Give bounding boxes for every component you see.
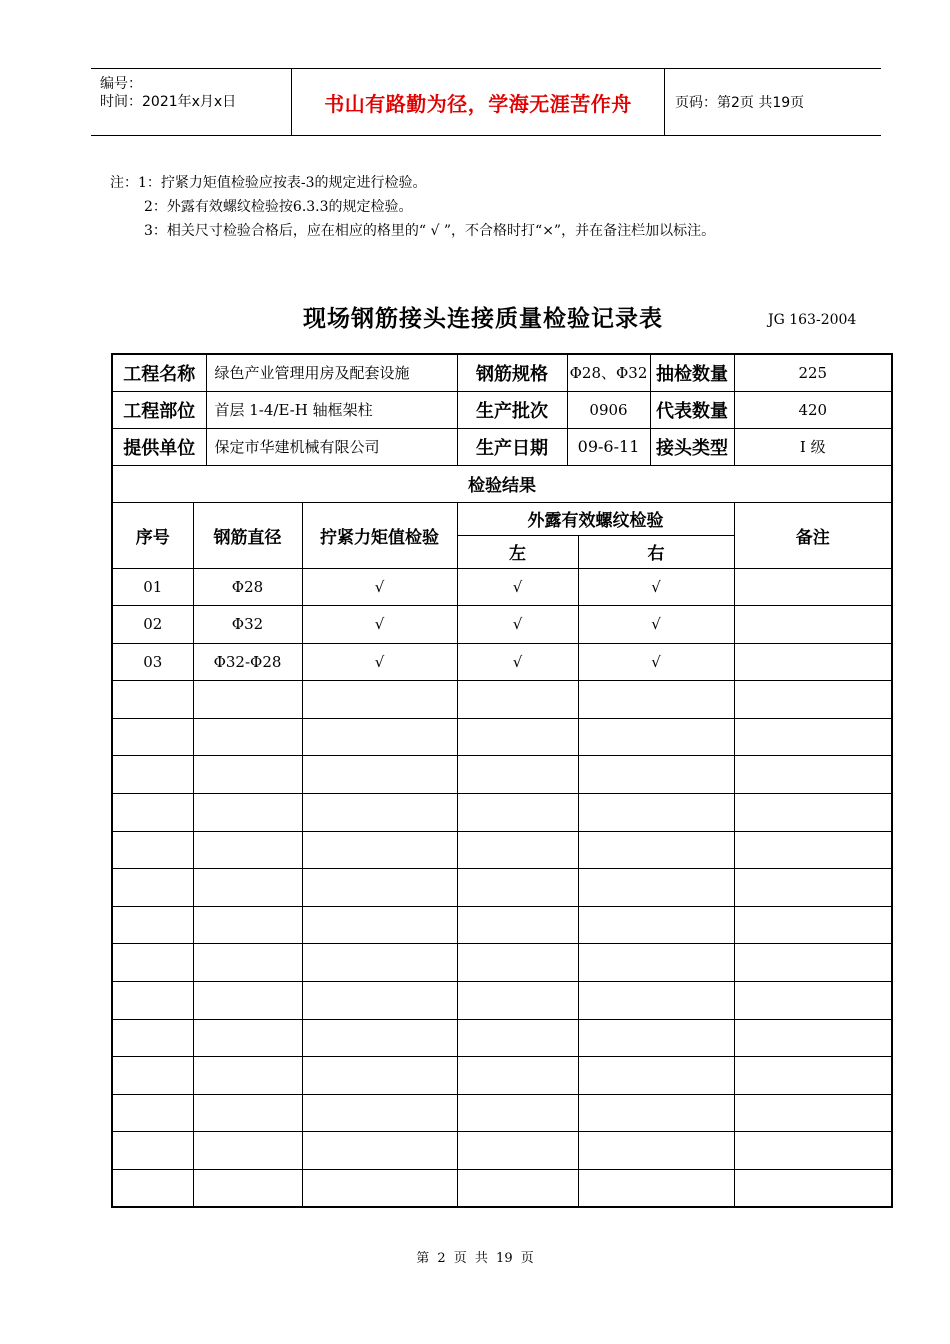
diameter-cell <box>193 1094 302 1132</box>
table-row <box>112 568 892 606</box>
remark-cell <box>734 718 892 756</box>
table-row <box>112 1019 892 1057</box>
seq-cell: 02 <box>112 606 193 644</box>
torque-cell <box>302 794 457 832</box>
result-rows <box>112 568 892 1207</box>
page-label: 页码：第2页 共19页 <box>675 95 805 111</box>
page-header <box>91 68 881 136</box>
right-thread-cell: √ <box>578 643 734 681</box>
supplier-label: 提供单位 <box>112 428 206 465</box>
right-thread-cell: √ <box>578 606 734 644</box>
sample-count-label: 抽检数量 <box>650 354 734 391</box>
remark-cell <box>734 568 892 606</box>
remark-cell <box>734 1019 892 1057</box>
table-row <box>112 794 892 832</box>
diameter-cell <box>193 831 302 869</box>
left-thread-cell <box>457 718 578 756</box>
diameter-cell <box>193 1019 302 1057</box>
table-row <box>112 831 892 869</box>
right-thread-cell <box>578 906 734 944</box>
number-label: 编号： <box>100 76 142 92</box>
remark-cell <box>734 1094 892 1132</box>
torque-cell <box>302 1019 457 1057</box>
form-title: 现场钢筋接头连接质量检验记录表 <box>303 306 663 332</box>
torque-cell <box>302 944 457 982</box>
diameter-cell <box>193 1132 302 1170</box>
note-1: 注：1：拧紧力矩值检验应按表-3的规定进行检验。 <box>110 175 427 191</box>
left-thread-cell <box>457 944 578 982</box>
right-thread-cell <box>578 982 734 1020</box>
header-page <box>665 69 881 135</box>
seq-cell <box>112 794 193 832</box>
remark-cell <box>734 906 892 944</box>
right-thread-cell <box>578 1132 734 1170</box>
torque-cell <box>302 982 457 1020</box>
table-row <box>112 1132 892 1170</box>
left-thread-cell <box>457 681 578 719</box>
table-row <box>112 756 892 794</box>
diameter-cell <box>193 756 302 794</box>
results-header-row-1 <box>112 502 892 535</box>
inspection-record-table <box>111 353 893 1208</box>
rep-count-label: 代表数量 <box>650 391 734 428</box>
left-thread-cell <box>457 1057 578 1095</box>
table-row <box>112 1057 892 1095</box>
left-thread-cell <box>457 1170 578 1208</box>
supplier-value: 保定市华建机械有限公司 <box>206 428 457 465</box>
table-row <box>112 944 892 982</box>
torque-cell <box>302 1132 457 1170</box>
diameter-cell <box>193 718 302 756</box>
left-thread-cell <box>457 1019 578 1057</box>
col-right-header: 右 <box>578 535 734 568</box>
table-row <box>112 1094 892 1132</box>
table-row <box>112 1170 892 1208</box>
col-diameter-header: 钢筋直径 <box>193 502 302 568</box>
col-thread-header: 外露有效螺纹检验 <box>457 502 734 535</box>
right-thread-cell <box>578 1170 734 1208</box>
remark-cell <box>734 869 892 907</box>
right-thread-cell <box>578 944 734 982</box>
torque-cell: √ <box>302 568 457 606</box>
col-remark-header: 备注 <box>734 502 892 568</box>
remark-cell <box>734 1057 892 1095</box>
col-left-header: 左 <box>457 535 578 568</box>
diameter-cell: Φ32 <box>193 606 302 644</box>
location-label: 工程部位 <box>112 391 206 428</box>
remark-cell <box>734 831 892 869</box>
note-2: 2：外露有效螺纹检验按6.3.3的规定检验。 <box>144 199 413 215</box>
diameter-cell <box>193 944 302 982</box>
right-thread-cell <box>578 1057 734 1095</box>
torque-cell <box>302 1094 457 1132</box>
seq-cell <box>112 869 193 907</box>
torque-cell <box>302 1057 457 1095</box>
prod-date-label: 生产日期 <box>457 428 567 465</box>
seq-cell <box>112 906 193 944</box>
remark-cell <box>734 1170 892 1208</box>
left-thread-cell <box>457 906 578 944</box>
diameter-cell <box>193 906 302 944</box>
page-footer: 第 2 页 共 19 页 <box>416 1251 534 1266</box>
diameter-cell <box>193 982 302 1020</box>
right-thread-cell <box>578 681 734 719</box>
table-row <box>112 906 892 944</box>
info-row-3 <box>112 428 892 465</box>
prod-date-value: 09-6-11 <box>567 428 650 465</box>
remark-cell <box>734 681 892 719</box>
remark-cell <box>734 944 892 982</box>
table-row <box>112 643 892 681</box>
right-thread-cell: √ <box>578 568 734 606</box>
remark-cell <box>734 794 892 832</box>
rebar-spec-label: 钢筋规格 <box>457 354 567 391</box>
remark-cell <box>734 1132 892 1170</box>
location-value: 首层 1-4/E-H 轴框架柱 <box>206 391 457 428</box>
right-thread-cell <box>578 869 734 907</box>
notes-block <box>110 171 715 243</box>
results-title-row <box>112 465 892 502</box>
torque-cell <box>302 718 457 756</box>
diameter-cell: Φ32-Φ28 <box>193 643 302 681</box>
right-thread-cell <box>578 1094 734 1132</box>
table-row <box>112 718 892 756</box>
remark-cell <box>734 756 892 794</box>
batch-value: 0906 <box>567 391 650 428</box>
batch-label: 生产批次 <box>457 391 567 428</box>
seq-cell <box>112 1057 193 1095</box>
left-thread-cell: √ <box>457 643 578 681</box>
rebar-spec-value: Φ28、Φ32 <box>567 354 650 391</box>
right-thread-cell <box>578 756 734 794</box>
remark-cell <box>734 982 892 1020</box>
table-row <box>112 869 892 907</box>
torque-cell <box>302 869 457 907</box>
left-thread-cell <box>457 1094 578 1132</box>
left-thread-cell <box>457 756 578 794</box>
right-thread-cell <box>578 794 734 832</box>
diameter-cell <box>193 869 302 907</box>
seq-cell <box>112 756 193 794</box>
table-row <box>112 982 892 1020</box>
seq-cell <box>112 944 193 982</box>
diameter-cell: Φ28 <box>193 568 302 606</box>
right-thread-cell <box>578 831 734 869</box>
seq-cell <box>112 1019 193 1057</box>
seq-cell <box>112 681 193 719</box>
diameter-cell <box>193 681 302 719</box>
motto-text: 书山有路勤为径，学海无涯苦作舟 <box>324 91 632 116</box>
torque-cell <box>302 906 457 944</box>
left-thread-cell: √ <box>457 606 578 644</box>
time-label: 时间：2021年x月x日 <box>100 94 237 110</box>
diameter-cell <box>193 1057 302 1095</box>
table-row <box>112 681 892 719</box>
torque-cell <box>302 831 457 869</box>
seq-cell <box>112 982 193 1020</box>
diameter-cell <box>193 1170 302 1208</box>
seq-cell <box>112 1094 193 1132</box>
torque-cell: √ <box>302 643 457 681</box>
left-thread-cell <box>457 831 578 869</box>
joint-type-value: Ⅰ 级 <box>734 428 892 465</box>
torque-cell <box>302 681 457 719</box>
seq-cell: 01 <box>112 568 193 606</box>
seq-cell <box>112 1170 193 1208</box>
torque-cell <box>302 1170 457 1208</box>
project-name-value: 绿色产业管理用房及配套设施 <box>206 354 457 391</box>
seq-cell <box>112 831 193 869</box>
left-thread-cell: √ <box>457 568 578 606</box>
joint-type-label: 接头类型 <box>650 428 734 465</box>
info-row-2 <box>112 391 892 428</box>
header-motto <box>292 69 665 135</box>
header-meta <box>91 69 292 135</box>
left-thread-cell <box>457 869 578 907</box>
seq-cell <box>112 718 193 756</box>
table-row <box>112 606 892 644</box>
col-torque-header: 拧紧力矩值检验 <box>302 502 457 568</box>
sample-count-value: 225 <box>734 354 892 391</box>
left-thread-cell <box>457 1132 578 1170</box>
remark-cell <box>734 643 892 681</box>
right-thread-cell <box>578 718 734 756</box>
info-row-1 <box>112 354 892 391</box>
results-section-title: 检验结果 <box>112 465 892 502</box>
torque-cell <box>302 756 457 794</box>
right-thread-cell <box>578 1019 734 1057</box>
seq-cell <box>112 1132 193 1170</box>
col-seq-header: 序号 <box>112 502 193 568</box>
note-3: 3：相关尺寸检验合格后，应在相应的格里的“ √ ”，不合格时打“×”，并在备注栏加以标注。 <box>144 223 716 239</box>
diameter-cell <box>193 794 302 832</box>
standard-code: JG 163-2004 <box>768 312 857 328</box>
torque-cell: √ <box>302 606 457 644</box>
left-thread-cell <box>457 982 578 1020</box>
seq-cell: 03 <box>112 643 193 681</box>
project-name-label: 工程名称 <box>112 354 206 391</box>
left-thread-cell <box>457 794 578 832</box>
remark-cell <box>734 606 892 644</box>
rep-count-value: 420 <box>734 391 892 428</box>
